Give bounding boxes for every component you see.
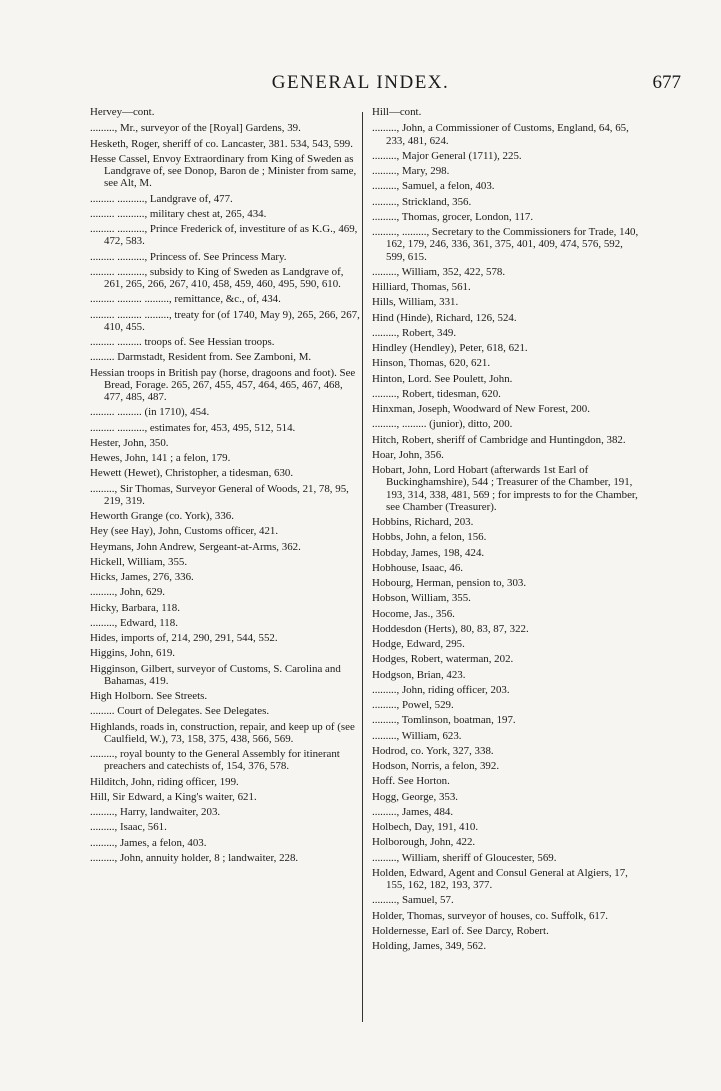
index-entry: Hickell, William, 355.	[90, 555, 188, 568]
index-entry: Holden, Edward, Agent and Consul General at Algiers, 17, 155, 162, 182, 193, 377.	[372, 866, 628, 891]
index-entry: Hicks, James, 276, 336.	[90, 571, 194, 583]
index-entry: ........., ......... (junior), ditto, 200.	[372, 418, 513, 431]
index-entry: Hobourg, Herman, pension to, 303.	[372, 577, 527, 589]
index-entry: Hill—cont.	[372, 106, 422, 118]
index-entry: Hobbs, John, a felon, 156.	[372, 531, 487, 544]
index-entry: ......... .........., estimates for, 453, 495, 512, 514.	[90, 421, 296, 434]
index-entry: ......... Darmstadt, Resident from. See Zamboni, M.	[90, 351, 312, 364]
index-entry: Hinton, Lord. See Poulett, John.	[372, 372, 513, 385]
index-entry: ......... ......... troops of. See Hessian troops.	[90, 336, 275, 348]
index-entry: Hills, William, 331.	[372, 296, 459, 309]
index-entry: Hoddesdon (Herts), 80, 83, 87, 322.	[372, 622, 529, 635]
index-entry: ........., Robert, 349.	[372, 326, 457, 339]
index-entry: ......... .........., Princess of. See Princess Mary.	[90, 250, 287, 263]
index-entry: Hobart, John, Lord Hobart (afterwards 1st Earl of Buckinghamshire), 544 ; Treasurer of the Chamber, 191, 193, 314, 338, 481, 569 ; for imprests to for the Chamber, see Chamber (Treasurer).	[372, 464, 638, 513]
index-entry: Holbech, Day, 191, 410.	[372, 821, 479, 833]
index-entry: ........., Harry, landwaiter, 203.	[90, 806, 221, 818]
index-entry: Hilliard, Thomas, 561.	[372, 281, 471, 293]
index-entry: Hodrod, co. York, 327, 338.	[372, 744, 494, 757]
index-entry: Holding, James, 349, 562.	[372, 940, 487, 952]
index-entry: ......... ......... ........., remittance, &c., of, 434.	[90, 293, 281, 306]
index-entry: Hitch, Robert, sheriff of Cambridge and Huntingdon, 382.	[372, 433, 626, 446]
index-entry: ........., Robert, tidesman, 620.	[372, 387, 501, 400]
index-entry: Hewett (Hewet), Christopher, a tidesman, 630.	[90, 467, 294, 480]
index-entry: Hocome, Jas., 356.	[372, 607, 455, 620]
index-entry: ........., Mary, 298.	[372, 165, 450, 177]
index-entry: Hodgson, Brian, 423.	[372, 668, 466, 681]
index-entry: ........., James, 484.	[372, 805, 454, 818]
index-entry: ........., Mr., surveyor of the [Royal] Gardens, 39.	[90, 122, 301, 135]
index-entry: Holdernesse, Earl of. See Darcy, Robert.	[372, 924, 549, 937]
index-entry: Hessian troops in British pay (horse, dragoons and foot). See Bread, Forage. 265, 267, 455, 457, 464, 465, 467, 468, 477, 485, 487.	[90, 366, 356, 403]
index-entry: ........., Strickland, 356.	[372, 195, 472, 208]
index-entry: Hinson, Thomas, 620, 621.	[372, 357, 491, 370]
index-entry: ........., Edward, 118.	[90, 616, 178, 629]
index-entry: ........., Powel, 529.	[372, 699, 454, 711]
index-entry: ........., John, 629.	[90, 586, 166, 599]
index-entry: Higginson, Gilbert, surveyor of Customs, S. Carolina and Bahamas, 419.	[90, 662, 341, 687]
index-entry: ........., royal bounty to the General Assembly for itinerant preachers and catechists of, 154, 376, 578.	[90, 748, 340, 773]
index-entry: Hogg, George, 353.	[372, 790, 459, 803]
column-divider	[362, 112, 363, 1022]
index-entry: ........., Samuel, a felon, 403.	[372, 180, 495, 193]
index-entry: ......... .........., subsidy to King of Sweden as Landgrave of, 261, 265, 266, 267, 410, 458, 459, 460, 495, 590, 610.	[90, 265, 344, 290]
index-entry: ......... Court of Delegates. See Delegates.	[90, 705, 270, 718]
index-entry: ........., Sir Thomas, Surveyor General of Woods, 21, 78, 95, 219, 319.	[90, 482, 349, 507]
index-entry: Hoar, John, 356.	[372, 448, 444, 461]
index-entry: Hobday, James, 198, 424.	[372, 546, 485, 559]
index-entry: ......... .........., Prince Frederick of, investiture of as K.G., 469, 472, 583.	[90, 223, 358, 248]
index-entry: ......... ......... (in 1710), 454.	[90, 406, 210, 419]
index-column-left	[90, 106, 360, 867]
index-entry: Hoff. See Horton.	[372, 775, 450, 788]
index-entry: Holder, Thomas, surveyor of houses, co. Suffolk, 617.	[372, 909, 609, 922]
index-entry: ........., Tomlinson, boatman, 197.	[372, 714, 516, 727]
index-entry: ........., ........., Secretary to the Commissioners for Trade, 140, 162, 179, 246, 336, 361, 375, 401, 409, 474, 576, 592, 599, 615.	[372, 226, 639, 263]
index-entry: Hind (Hinde), Richard, 126, 524.	[372, 311, 517, 324]
index-column-right	[372, 106, 640, 955]
index-entry: Hester, John, 350.	[90, 436, 169, 449]
index-entry: Hervey—cont.	[90, 106, 155, 118]
index-entry: ........., John, annuity holder, 8 ; landwaiter, 228.	[90, 851, 299, 864]
index-entry: Hobhouse, Isaac, 46.	[372, 561, 464, 574]
index-entry: ........., Thomas, grocer, London, 117.	[372, 210, 534, 223]
index-entry: Heworth Grange (co. York), 336.	[90, 510, 234, 522]
index-entry: ........., Isaac, 561.	[90, 821, 167, 834]
index-entry: Hinxman, Joseph, Woodward of New Forest, 200.	[372, 403, 590, 415]
index-entry: Higgins, John, 619.	[90, 647, 176, 660]
index-entry: ........., Major General (1711), 225.	[372, 149, 522, 162]
index-entry: ........., William, 352, 422, 578.	[372, 265, 506, 278]
index-entry: Hodge, Edward, 295.	[372, 638, 465, 650]
index-entry: Hesketh, Roger, sheriff of co. Lancaster, 381. 534, 543, 599.	[90, 137, 353, 150]
index-entry: ........., John, riding officer, 203.	[372, 683, 510, 696]
index-entry: Hesse Cassel, Envoy Extraordinary from King of Sweden as Landgrave of, see Donop, Baron de ; Minister from same, see Alt, M.	[90, 152, 357, 190]
index-entry: Heymans, John Andrew, Sergeant-at-Arms, 362.	[90, 540, 301, 553]
index-entry: Hilditch, John, riding officer, 199.	[90, 775, 239, 788]
index-entry: ......... ......... ........., treaty for (of 1740, May 9), 265, 266, 267, 410, 455.	[90, 308, 360, 333]
index-entry: Hobson, William, 355.	[372, 592, 471, 605]
index-entry: ......... .........., Landgrave of, 477.	[90, 192, 233, 205]
page-number: 677	[652, 72, 681, 93]
index-entry: High Holborn. See Streets.	[90, 690, 208, 702]
index-entry: ......... .........., military chest at, 265, 434.	[90, 207, 267, 220]
index-entry: Hindley (Hendley), Peter, 618, 621.	[372, 342, 528, 354]
index-entry: ........., Samuel, 57.	[372, 894, 454, 907]
page-title: GENERAL INDEX.	[271, 72, 450, 93]
page-header	[0, 72, 721, 100]
index-entry: Holborough, John, 422.	[372, 836, 476, 849]
index-entry: Hill, Sir Edward, a King's waiter, 621.	[90, 790, 257, 803]
index-entry: ........., James, a felon, 403.	[90, 836, 207, 849]
index-entry: Hodges, Robert, waterman, 202.	[372, 653, 514, 666]
index-entry: Highlands, roads in, construction, repair, and keep up of (see Caulfield, W.), 73, 158, 375, 438, 566, 569.	[90, 720, 355, 745]
index-entry: Hey (see Hay), John, Customs officer, 421.	[90, 525, 279, 538]
index-entry: Hewes, John, 141 ; a felon, 179.	[90, 452, 231, 464]
index-entry: ........., William, sheriff of Gloucester, 569.	[372, 851, 557, 864]
index-entry: Hides, imports of, 214, 290, 291, 544, 552.	[90, 632, 278, 644]
index-entry: Hodson, Norris, a felon, 392.	[372, 760, 500, 772]
index-entry: Hobbins, Richard, 203.	[372, 516, 474, 528]
index-entry: Hicky, Barbara, 118.	[90, 601, 180, 614]
index-entry: ........., John, a Commissioner of Customs, England, 64, 65, 233, 481, 624.	[372, 122, 629, 147]
index-entry: ........., William, 623.	[372, 729, 462, 742]
